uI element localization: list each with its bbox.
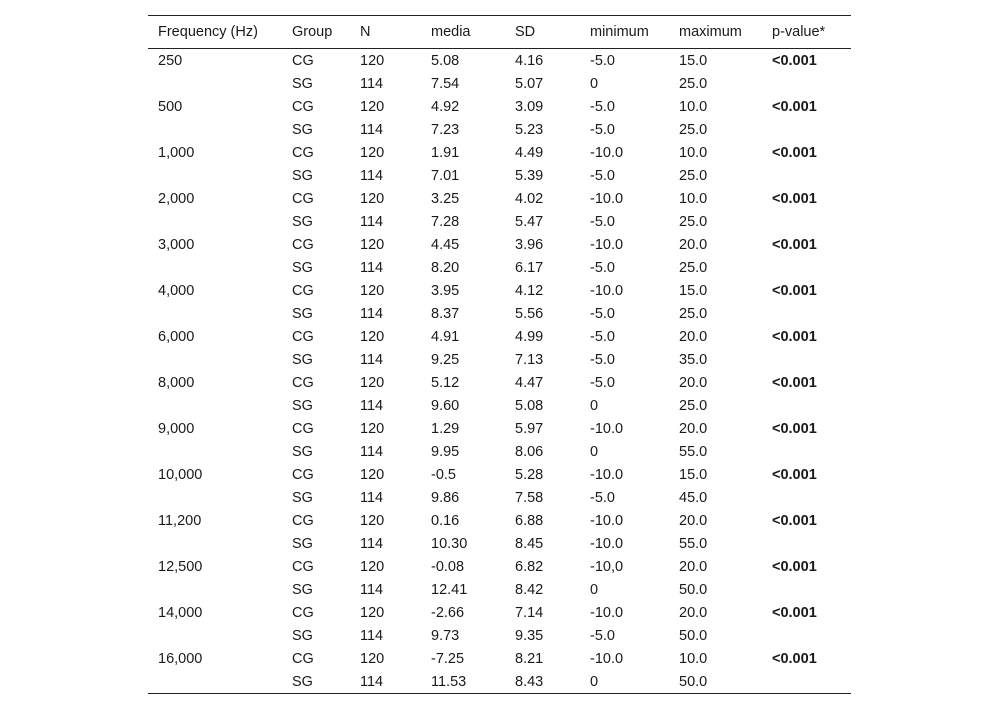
cell-sd: 4.16: [515, 52, 544, 69]
cell-maximum: 10.0: [679, 190, 708, 207]
cell-media: 1.91: [431, 144, 460, 161]
cell-sd: 5.47: [515, 213, 544, 230]
cell-sd: 5.28: [515, 466, 544, 483]
cell-p-value: <0.001: [772, 374, 817, 391]
cell-group: CG: [292, 604, 314, 621]
cell-sd: 5.39: [515, 167, 544, 184]
cell-minimum: -5.0: [590, 98, 615, 115]
cell-maximum: 20.0: [679, 604, 708, 621]
cell-sd: 8.21: [515, 650, 544, 667]
cell-n: 114: [360, 627, 384, 644]
cell-frequency: [148, 486, 282, 509]
cell-media: -2.66: [431, 604, 465, 621]
cell-group: SG: [292, 581, 313, 598]
table-row: [148, 440, 851, 463]
cell-sd: 4.99: [515, 328, 544, 345]
cell-n: 114: [360, 259, 384, 276]
table-row: [148, 417, 851, 440]
table-row: [148, 509, 851, 532]
cell-n: 120: [360, 144, 385, 161]
cell-sd: 5.97: [515, 420, 544, 437]
cell-n: 114: [360, 535, 384, 552]
cell-minimum: -10,0: [590, 558, 624, 575]
cell-p-value: <0.001: [772, 328, 817, 345]
cell-group: SG: [292, 535, 313, 552]
table-row: [148, 532, 851, 555]
cell-group: CG: [292, 512, 314, 529]
cell-frequency: [148, 670, 282, 694]
cell-n: 114: [360, 213, 384, 230]
table-row: [148, 118, 851, 141]
cell-frequency: [148, 624, 282, 647]
cell-group: SG: [292, 167, 313, 184]
cell-maximum: 25.0: [679, 167, 708, 184]
cell-sd: 8.43: [515, 673, 544, 690]
cell-p-value: <0.001: [772, 144, 817, 161]
cell-p-value: [762, 256, 851, 279]
cell-frequency: [148, 394, 282, 417]
cell-group: CG: [292, 650, 314, 667]
cell-group: SG: [292, 259, 313, 276]
cell-maximum: 55.0: [679, 535, 708, 552]
cell-group: CG: [292, 420, 314, 437]
cell-maximum: 20.0: [679, 558, 708, 575]
table-row: [148, 371, 851, 394]
cell-media: 9.60: [431, 397, 460, 414]
table-row: [148, 578, 851, 601]
cell-group: SG: [292, 351, 313, 368]
cell-p-value: [762, 348, 851, 371]
cell-n: 120: [360, 328, 385, 345]
cell-media: 7.23: [431, 121, 460, 138]
cell-frequency: 12,500: [158, 558, 203, 575]
cell-group: SG: [292, 627, 313, 644]
cell-minimum: -5.0: [590, 351, 615, 368]
cell-minimum: -10.0: [590, 282, 624, 299]
cell-p-value: <0.001: [772, 52, 817, 69]
cell-frequency: 250: [158, 52, 183, 69]
table-row: [148, 325, 851, 348]
cell-p-value: <0.001: [772, 282, 817, 299]
cell-frequency: 14,000: [158, 604, 203, 621]
cell-media: 9.95: [431, 443, 460, 460]
cell-sd: 5.23: [515, 121, 544, 138]
table-header: [148, 16, 851, 49]
cell-p-value: <0.001: [772, 98, 817, 115]
cell-group: CG: [292, 98, 314, 115]
cell-p-value: [762, 394, 851, 417]
cell-media: -0.5: [431, 466, 456, 483]
cell-minimum: 0: [590, 443, 599, 460]
cell-p-value: [762, 210, 851, 233]
table-row: [148, 187, 851, 210]
cell-maximum: 20.0: [679, 374, 708, 391]
frequency-table: [148, 15, 851, 694]
cell-media: -7.25: [431, 650, 465, 667]
cell-sd: 4.47: [515, 374, 544, 391]
data-table-container: [148, 15, 851, 694]
cell-p-value: <0.001: [772, 420, 817, 437]
cell-sd: 7.14: [515, 604, 544, 621]
cell-media: 7.54: [431, 75, 460, 92]
table-row: [148, 49, 851, 73]
cell-media: 3.25: [431, 190, 460, 207]
header-media: media: [431, 24, 471, 40]
cell-media: 1.29: [431, 420, 460, 437]
cell-maximum: 25.0: [679, 397, 708, 414]
cell-n: 114: [360, 397, 384, 414]
cell-media: 8.20: [431, 259, 460, 276]
cell-p-value: [762, 118, 851, 141]
cell-frequency: [148, 118, 282, 141]
cell-group: SG: [292, 121, 313, 138]
cell-media: 4.92: [431, 98, 460, 115]
cell-sd: 4.12: [515, 282, 544, 299]
cell-frequency: 500: [158, 98, 183, 115]
cell-frequency: [148, 164, 282, 187]
table-row: [148, 72, 851, 95]
cell-maximum: 25.0: [679, 259, 708, 276]
header-n: N: [360, 24, 371, 40]
cell-sd: 7.58: [515, 489, 544, 506]
cell-p-value: [762, 486, 851, 509]
cell-minimum: -5.0: [590, 121, 615, 138]
cell-p-value: [762, 624, 851, 647]
cell-minimum: -10.0: [590, 466, 624, 483]
cell-n: 114: [360, 443, 384, 460]
cell-n: 120: [360, 420, 385, 437]
cell-n: 120: [360, 512, 385, 529]
table-row: [148, 302, 851, 325]
cell-media: 5.12: [431, 374, 460, 391]
cell-minimum: -10.0: [590, 604, 624, 621]
cell-frequency: 11,200: [158, 512, 202, 529]
cell-sd: 7.13: [515, 351, 544, 368]
cell-maximum: 20.0: [679, 420, 708, 437]
cell-p-value: [762, 578, 851, 601]
cell-p-value: <0.001: [772, 558, 817, 575]
cell-minimum: -10.0: [590, 190, 624, 207]
cell-sd: 3.96: [515, 236, 544, 253]
cell-frequency: [148, 532, 282, 555]
cell-sd: 5.56: [515, 305, 544, 322]
cell-sd: 5.07: [515, 75, 544, 92]
cell-group: CG: [292, 52, 314, 69]
cell-frequency: [148, 440, 282, 463]
cell-n: 114: [360, 75, 384, 92]
cell-n: 114: [360, 489, 384, 506]
cell-sd: 5.08: [515, 397, 544, 414]
cell-media: 9.73: [431, 627, 460, 644]
cell-minimum: -5.0: [590, 52, 615, 69]
table-row: [148, 348, 851, 371]
table-row: [148, 555, 851, 578]
cell-maximum: 10.0: [679, 98, 708, 115]
cell-media: 0.16: [431, 512, 460, 529]
cell-n: 120: [360, 98, 385, 115]
cell-minimum: -5.0: [590, 489, 615, 506]
table-row: [148, 394, 851, 417]
cell-maximum: 25.0: [679, 213, 708, 230]
cell-media: 11.53: [431, 673, 467, 690]
cell-frequency: 16,000: [158, 650, 203, 667]
cell-frequency: 6,000: [158, 328, 195, 345]
cell-sd: 9.35: [515, 627, 544, 644]
table-row: [148, 463, 851, 486]
cell-media: 8.37: [431, 305, 460, 322]
cell-minimum: -10.0: [590, 236, 624, 253]
cell-p-value: [762, 532, 851, 555]
cell-maximum: 10.0: [679, 650, 708, 667]
cell-p-value: <0.001: [772, 512, 817, 529]
cell-minimum: -5.0: [590, 328, 615, 345]
cell-group: SG: [292, 75, 313, 92]
cell-media: 5.08: [431, 52, 460, 69]
cell-n: 114: [360, 351, 384, 368]
cell-sd: 6.17: [515, 259, 544, 276]
cell-p-value: <0.001: [772, 604, 817, 621]
cell-n: 120: [360, 558, 385, 575]
cell-n: 114: [360, 167, 384, 184]
cell-minimum: 0: [590, 581, 599, 598]
cell-media: 10.30: [431, 535, 468, 552]
cell-minimum: -5.0: [590, 213, 615, 230]
cell-group: CG: [292, 328, 314, 345]
cell-minimum: -5.0: [590, 259, 615, 276]
cell-maximum: 15.0: [679, 52, 708, 69]
cell-n: 120: [360, 52, 385, 69]
table-row: [148, 95, 851, 118]
cell-maximum: 25.0: [679, 75, 708, 92]
cell-p-value: [762, 302, 851, 325]
header-group: Group: [292, 24, 333, 40]
cell-n: 114: [360, 305, 384, 322]
table-row: [148, 624, 851, 647]
cell-media: 7.01: [431, 167, 460, 184]
cell-n: 114: [360, 581, 384, 598]
cell-group: CG: [292, 190, 314, 207]
cell-sd: 6.88: [515, 512, 544, 529]
cell-frequency: 4,000: [158, 282, 195, 299]
cell-n: 114: [360, 121, 384, 138]
cell-media: 3.95: [431, 282, 460, 299]
cell-maximum: 50.0: [679, 627, 708, 644]
cell-minimum: -10.0: [590, 535, 624, 552]
cell-media: -0.08: [431, 558, 465, 575]
header-maximum: maximum: [679, 24, 742, 40]
cell-sd: 8.45: [515, 535, 544, 552]
cell-minimum: 0: [590, 397, 599, 414]
cell-minimum: -10.0: [590, 512, 624, 529]
cell-media: 9.25: [431, 351, 460, 368]
cell-minimum: -5.0: [590, 627, 615, 644]
cell-minimum: 0: [590, 75, 599, 92]
cell-frequency: 2,000: [158, 190, 195, 207]
table-row: [148, 486, 851, 509]
header-row: [148, 16, 851, 49]
cell-media: 4.45: [431, 236, 460, 253]
cell-maximum: 20.0: [679, 236, 708, 253]
cell-sd: 8.06: [515, 443, 544, 460]
cell-group: SG: [292, 397, 313, 414]
cell-maximum: 15.0: [679, 466, 708, 483]
cell-media: 7.28: [431, 213, 460, 230]
cell-frequency: [148, 578, 282, 601]
cell-frequency: [148, 210, 282, 233]
cell-media: 9.86: [431, 489, 460, 506]
table-row: [148, 233, 851, 256]
cell-p-value: <0.001: [772, 190, 817, 207]
cell-n: 120: [360, 650, 385, 667]
table-row: [148, 256, 851, 279]
cell-frequency: [148, 302, 282, 325]
cell-maximum: 20.0: [679, 328, 708, 345]
cell-media: 12.41: [431, 581, 468, 598]
cell-p-value: [762, 72, 851, 95]
cell-group: CG: [292, 466, 314, 483]
cell-minimum: -5.0: [590, 305, 615, 322]
cell-n: 120: [360, 466, 385, 483]
cell-sd: 4.02: [515, 190, 544, 207]
cell-n: 120: [360, 374, 385, 391]
cell-group: SG: [292, 489, 313, 506]
header-sd: SD: [515, 24, 536, 40]
table-body: [148, 49, 851, 694]
header-p-value: p-value*: [772, 24, 826, 40]
cell-group: SG: [292, 673, 313, 690]
cell-n: 114: [360, 673, 384, 690]
cell-maximum: 15.0: [679, 282, 708, 299]
cell-frequency: [148, 348, 282, 371]
cell-group: SG: [292, 305, 313, 322]
cell-minimum: -10.0: [590, 144, 624, 161]
cell-maximum: 55.0: [679, 443, 708, 460]
table-row: [148, 210, 851, 233]
cell-group: CG: [292, 236, 314, 253]
cell-p-value: [762, 670, 851, 694]
cell-maximum: 50.0: [679, 581, 708, 598]
cell-frequency: 1,000: [158, 144, 195, 161]
cell-frequency: 9,000: [158, 420, 195, 437]
cell-minimum: -5.0: [590, 374, 615, 391]
cell-group: CG: [292, 282, 314, 299]
cell-maximum: 20.0: [679, 512, 708, 529]
cell-n: 120: [360, 190, 385, 207]
cell-p-value: [762, 440, 851, 463]
table-row: [148, 141, 851, 164]
cell-minimum: 0: [590, 673, 599, 690]
table-row: [148, 647, 851, 670]
cell-sd: 3.09: [515, 98, 544, 115]
cell-sd: 8.42: [515, 581, 544, 598]
header-frequency: Frequency (Hz): [158, 24, 258, 40]
cell-minimum: -5.0: [590, 167, 615, 184]
cell-n: 120: [360, 236, 385, 253]
cell-minimum: -10.0: [590, 650, 624, 667]
cell-group: SG: [292, 213, 313, 230]
cell-p-value: <0.001: [772, 236, 817, 253]
cell-sd: 4.49: [515, 144, 544, 161]
cell-group: CG: [292, 558, 314, 575]
cell-group: SG: [292, 443, 313, 460]
cell-maximum: 50.0: [679, 673, 708, 690]
cell-p-value: <0.001: [772, 466, 817, 483]
cell-maximum: 10.0: [679, 144, 708, 161]
header-minimum: minimum: [590, 24, 649, 40]
table-row: [148, 279, 851, 302]
cell-maximum: 25.0: [679, 121, 708, 138]
cell-maximum: 45.0: [679, 489, 708, 506]
cell-group: CG: [292, 374, 314, 391]
cell-n: 120: [360, 604, 385, 621]
table-row: [148, 670, 851, 694]
cell-frequency: [148, 256, 282, 279]
table-row: [148, 164, 851, 187]
cell-frequency: 10,000: [158, 466, 203, 483]
table-row: [148, 601, 851, 624]
cell-frequency: 3,000: [158, 236, 195, 253]
cell-n: 120: [360, 282, 385, 299]
cell-maximum: 25.0: [679, 305, 708, 322]
cell-media: 4.91: [431, 328, 460, 345]
cell-frequency: [148, 72, 282, 95]
cell-sd: 6.82: [515, 558, 544, 575]
cell-maximum: 35.0: [679, 351, 708, 368]
cell-p-value: <0.001: [772, 650, 817, 667]
cell-frequency: 8,000: [158, 374, 195, 391]
cell-minimum: -10.0: [590, 420, 624, 437]
cell-group: CG: [292, 144, 314, 161]
cell-p-value: [762, 164, 851, 187]
